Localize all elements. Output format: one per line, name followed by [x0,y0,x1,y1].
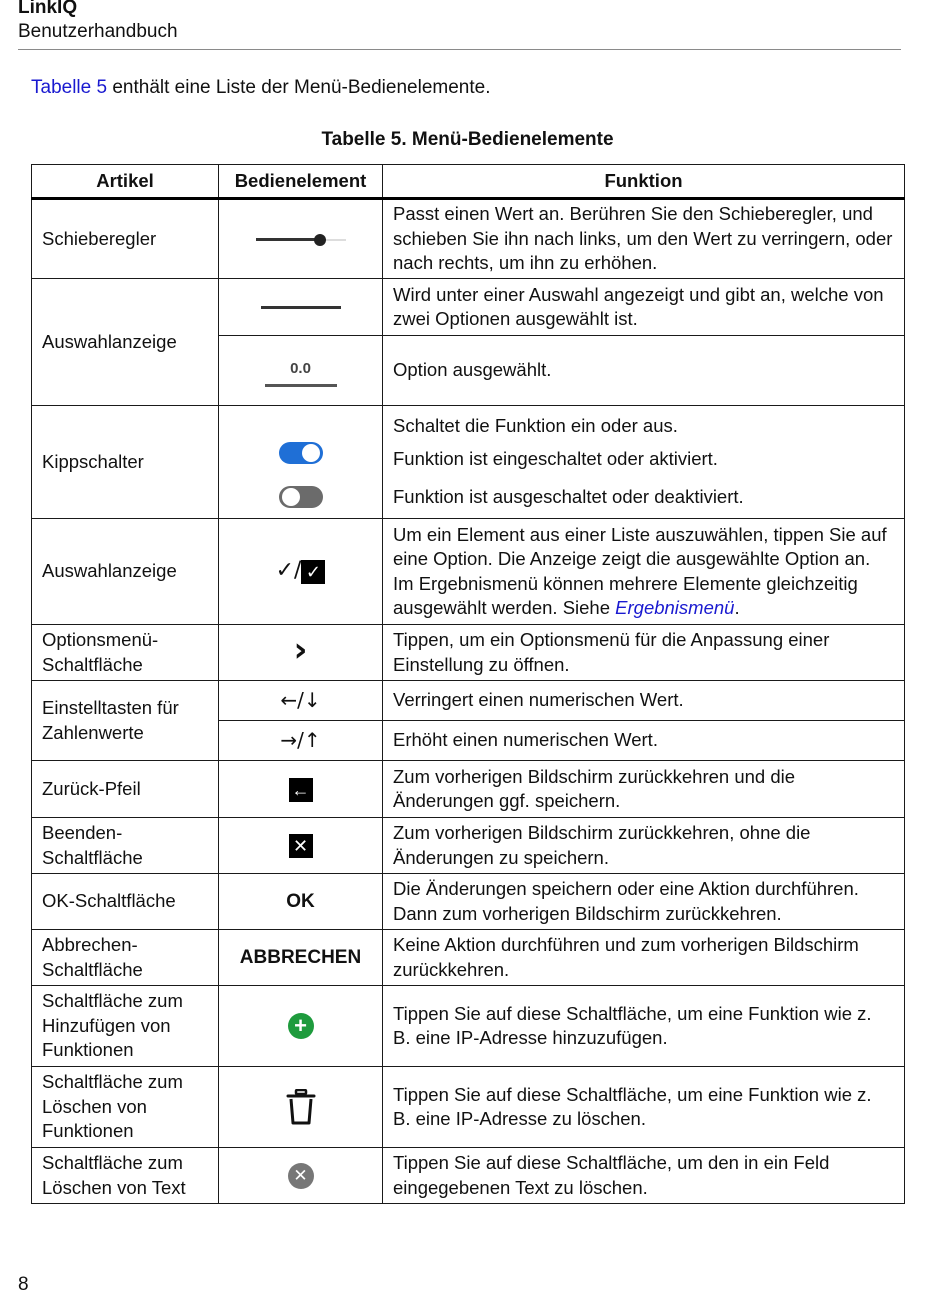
function-cell: Option ausgewählt. [383,336,905,406]
control-cell [219,406,383,519]
toggle-off-switch[interactable] [279,486,323,508]
table-row [32,681,905,721]
control-cell [219,279,383,336]
selected-option-indicator [265,360,337,387]
intro-paragraph [31,76,490,100]
function-cell: Zum vorherigen Bildschirm zurückkehren und die Änderungen ggf. speichern. [383,761,905,818]
control-cell [219,874,383,930]
slider-fill [256,238,321,241]
table-row [32,625,905,681]
control-cell [219,930,383,986]
table-row [32,874,905,930]
item-cell: Einstelltasten für Zahlenwerte [32,681,219,761]
table-row [32,406,905,519]
table-row [32,1148,905,1204]
header-bedienelement: Bedienelement [219,165,383,199]
table-row [32,199,905,279]
item-cell: OK-Schaltfläche [32,874,219,930]
function-text: Um ein Element aus einer Liste auszuwählen, tippen Sie auf eine Option. Die Anzeige zeigt die ausgewählte Option an. Im Ergebnismenü können mehrere Elemente gleichzeitig ausgewählt werden. Siehe [393,523,887,618]
control-cell [219,1067,383,1148]
function-text-end: . [734,597,740,618]
function-cell: Passt einen Wert an. Berühren Sie den Schieberegler, und schieben Sie ihn nach links, um den Wert zu verringern, oder nach rechts, um ihn zu erhöhen. [383,199,905,279]
selected-value: 0.0 [290,359,311,377]
item-cell: Schaltfläche zum Löschen von Funktionen [32,1067,219,1148]
function-cell: Tippen Sie auf diese Schaltfläche, um den in ein Feld eingegebenen Text zu löschen. [383,1148,905,1204]
toggle-func-line: Funktion ist ausgeschaltet oder deaktiviert. [393,486,744,508]
control-cell [219,761,383,818]
control-cell [219,818,383,874]
menu-controls-table [31,164,905,1204]
item-cell: Schaltfläche zum Löschen von Text [32,1148,219,1204]
checkmark-icon: ✓ [275,557,294,583]
control-cell [219,681,383,721]
selected-underline-icon [265,384,337,387]
slider-thumb[interactable] [314,234,326,246]
item-cell: Schieberegler [32,199,219,279]
table-header-row [32,165,905,199]
glyph-separator: / [294,557,302,583]
back-arrow-icon[interactable]: ← [289,778,313,802]
table-caption: Tabelle 5. Menü-Bedienelemente [321,129,614,150]
function-cell: Die Änderungen speichern oder eine Aktion durchführen. Dann zum vorherigen Bildschirm zurückkehren. [383,874,905,930]
control-cell [219,336,383,406]
add-circle-icon[interactable]: + [288,1013,314,1039]
control-cell [219,986,383,1067]
control-cell [219,1148,383,1204]
table-row [32,519,905,625]
cancel-button[interactable]: ABBRECHEN [239,946,362,968]
intro-text: enthält eine Liste der Menü-Bedienelemente. [107,77,491,98]
function-cell [383,519,905,625]
function-cell: Tippen, um ein Optionsmenü für die Anpassung einer Einstellung zu öffnen. [383,625,905,681]
page-header [18,0,901,44]
item-cell: Kippschalter [32,406,219,519]
ok-button[interactable]: OK [286,890,315,912]
function-cell: Tippen Sie auf diese Schaltfläche, um eine Funktion wie z. B. eine IP-Adresse zu löschen. [383,1067,905,1148]
toggle-on-switch[interactable] [279,442,323,464]
control-cell [219,721,383,761]
function-cell: Zum vorherigen Bildschirm zurückkehren, ohne die Änderungen zu speichern. [383,818,905,874]
table-row [32,761,905,818]
control-cell [219,199,383,279]
item-cell: Beenden-Schaltfläche [32,818,219,874]
table-row [32,279,905,336]
toggle-knob [282,488,300,506]
item-cell: Auswahlanzeige [32,519,219,625]
function-cell: Erhöht einen numerischen Wert. [383,721,905,761]
table-row [32,1067,905,1148]
item-cell: Optionsmenü-Schaltfläche [32,625,219,681]
exit-x-icon[interactable]: ✕ [289,834,313,858]
toggle-func-line: Schaltet die Funktion ein oder aus. [393,415,678,437]
header-divider [18,49,901,50]
trash-icon[interactable] [286,1089,316,1125]
clear-text-icon[interactable]: ✕ [288,1163,314,1189]
item-cell: Auswahlanzeige [32,279,219,406]
table-row [32,986,905,1067]
item-cell: Zurück-Pfeil [32,761,219,818]
function-cell: Wird unter einer Auswahl angezeigt und gibt an, welche von zwei Optionen ausgewählt ist. [383,279,905,336]
decrease-arrows-icon[interactable]: ←/↓ [280,687,321,712]
function-cell: Keine Aktion durchführen und zum vorherigen Bildschirm zurückkehren. [383,930,905,986]
checked-box-icon: ✓ [301,560,325,584]
slider-control[interactable] [256,234,346,246]
table-row [32,818,905,874]
table-row [32,930,905,986]
control-cell [219,625,383,681]
page-number: 8 [18,1274,29,1295]
header-artikel: Artikel [32,165,219,199]
function-cell [383,406,905,519]
control-cell [219,519,383,625]
toggle-func-line: Funktion ist eingeschaltet oder aktiviert. [393,447,718,469]
toggle-knob [302,444,320,462]
header-funktion: Funktion [383,165,905,199]
table-reference-link[interactable]: Tabelle 5 [31,77,108,98]
item-cell: Schaltfläche zum Hinzufügen von Funktionen [32,986,219,1067]
document-subtitle: Benutzerhandbuch [18,21,178,42]
item-cell: Abbrechen-Schaltfläche [32,930,219,986]
ergebnismenu-link[interactable]: Ergebnismenü [615,597,735,618]
increase-arrows-icon[interactable]: →/↑ [280,727,321,752]
chevron-right-icon[interactable]: › [293,629,308,670]
brand-name: LinkIQ [18,0,78,18]
function-cell: Tippen Sie auf diese Schaltfläche, um eine Funktion wie z. B. eine IP-Adresse hinzuzufügen. [383,986,905,1067]
selection-underline-icon [261,306,341,309]
function-cell: Verringert einen numerischen Wert. [383,681,905,721]
